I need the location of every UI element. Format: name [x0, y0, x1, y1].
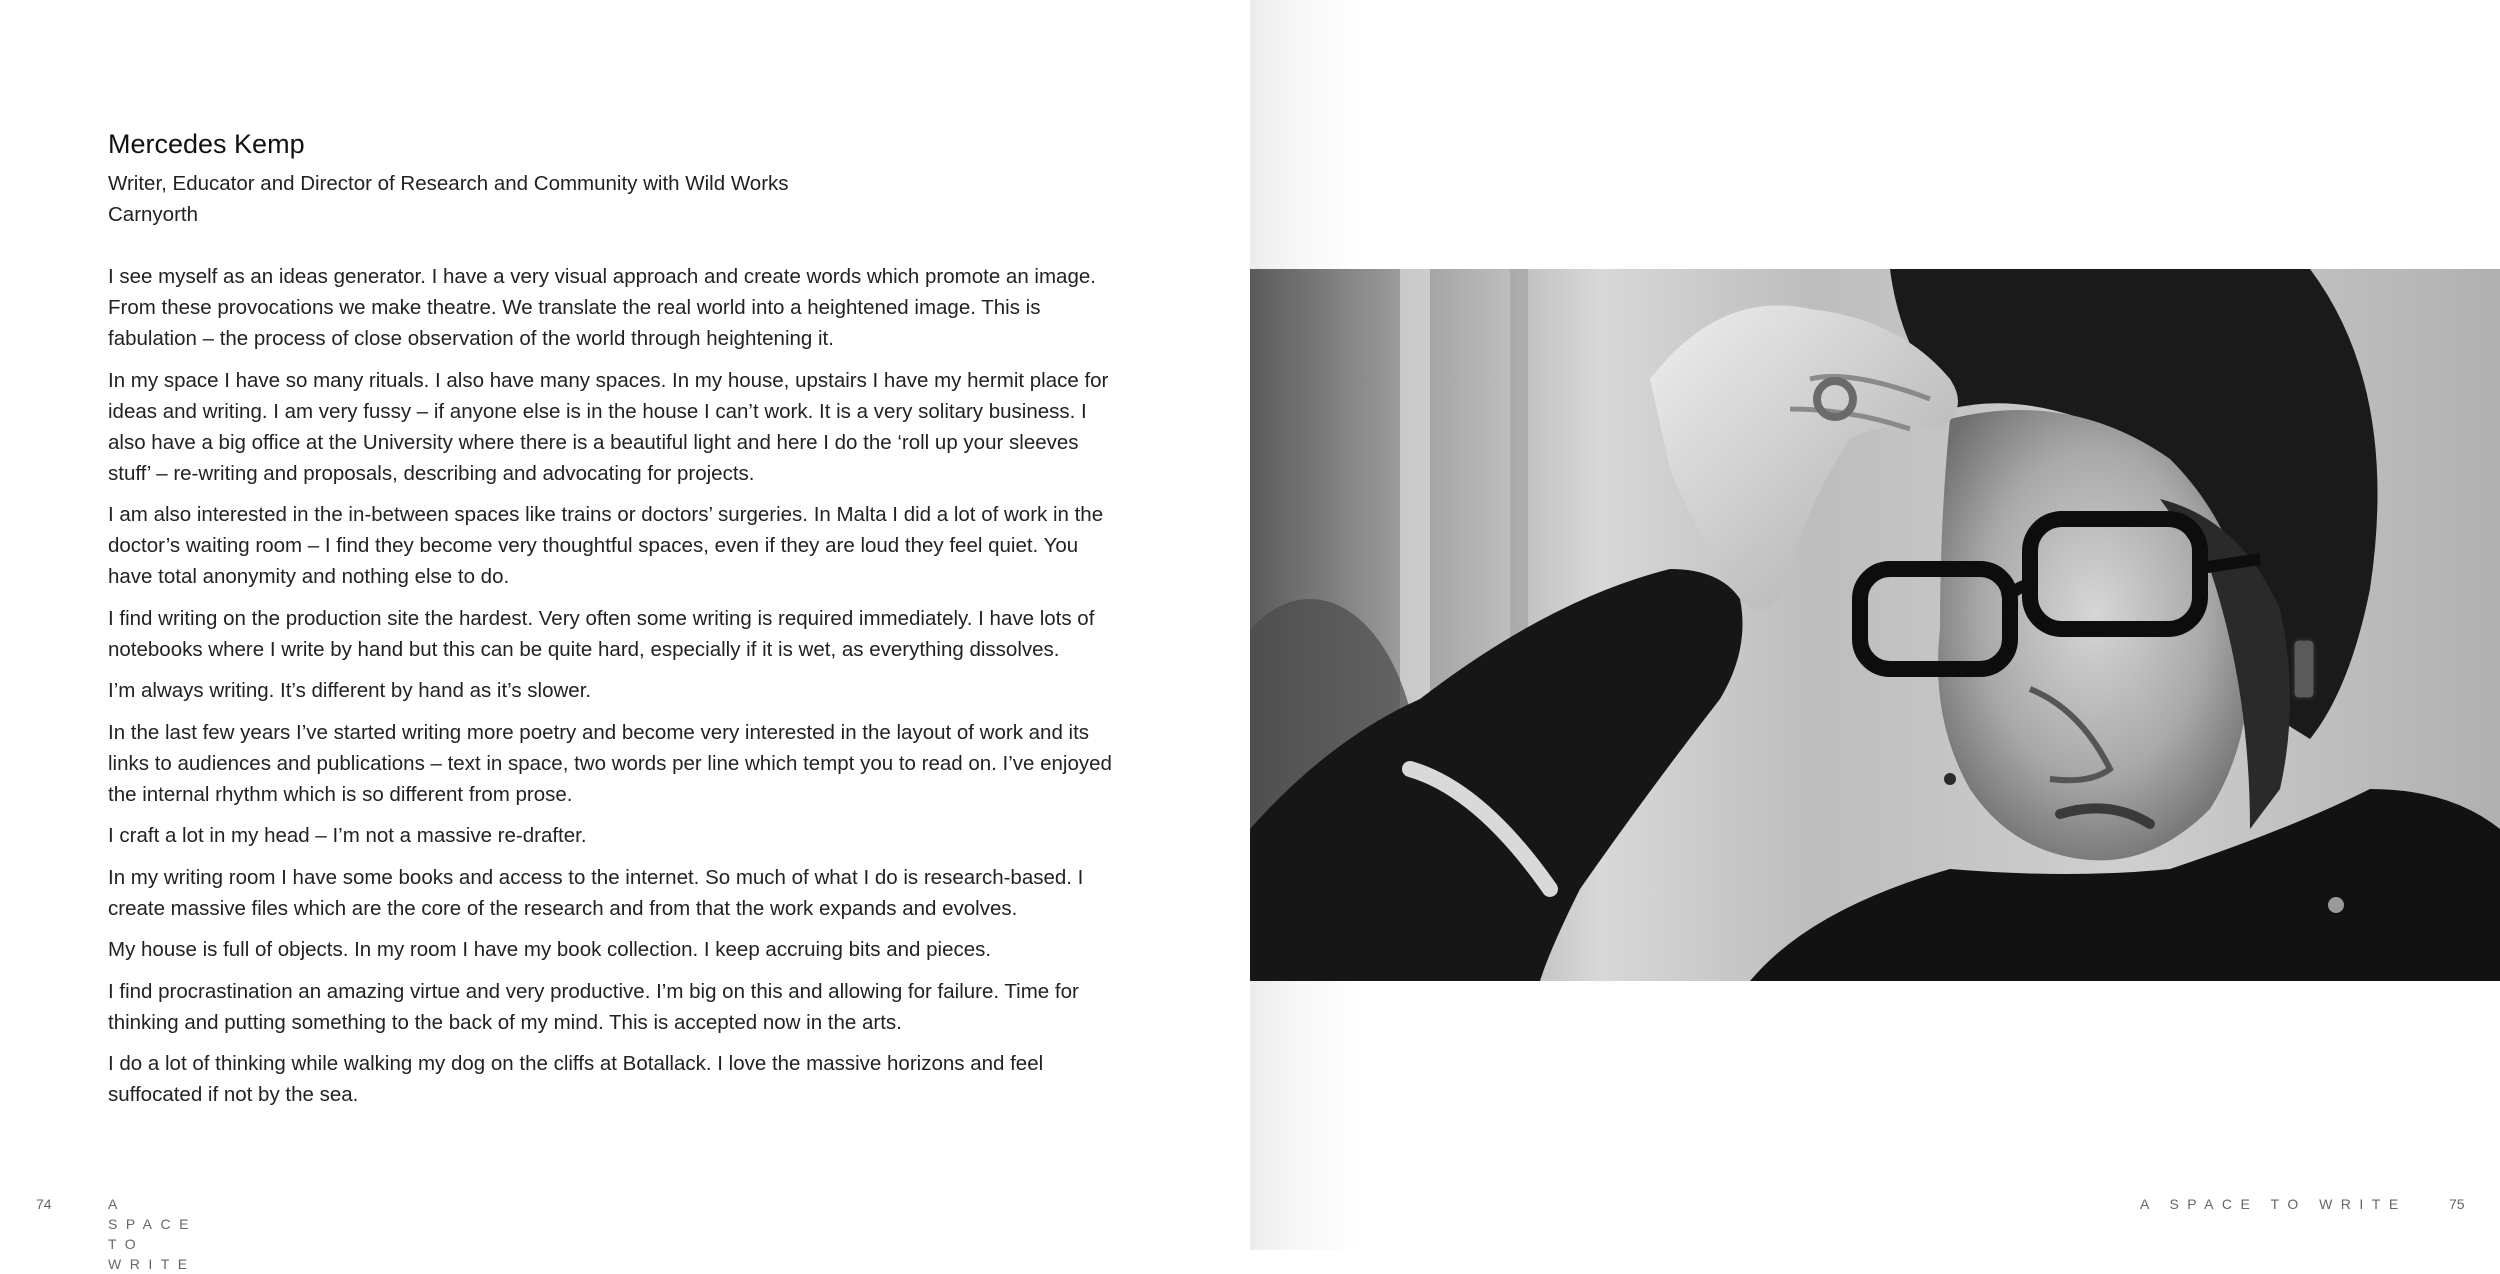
- paragraph: My house is full of objects. In my room I have my book collection. I keep accruing bits and pieces.: [108, 938, 992, 961]
- paragraph: In the last few years I’ve started writing more poetry and become very interested in the layout of work and its links to audiences and publications – text in space, two words per line which tempt you to read on. I’ve enjoyed the internal rhythm which is so different from prose.: [108, 720, 1112, 806]
- left-page: [0, 0, 1250, 1272]
- paragraph: I do a lot of thinking while walking my dog on the cliffs at Botallack. I love the massive horizons and feel suffocated if not by the sea.: [108, 1052, 1044, 1106]
- paragraph: I find writing on the production site the hardest. Very often some writing is required immediately. I have lots of notebooks where I write by hand but this can be quite hard, especially if it is wet, as everything dissolves.: [108, 606, 1095, 661]
- paragraph: I’m always writing. It’s different by hand as it’s slower.: [108, 679, 592, 702]
- portrait-photo: [1250, 269, 2500, 981]
- page-number-left: 74: [36, 1196, 52, 1212]
- interview-text: [108, 261, 1118, 1121]
- running-head-right: A SPACE TO WRITE: [2140, 1196, 2407, 1212]
- page-number-right: 75: [2449, 1196, 2465, 1212]
- author-name: Mercedes Kemp: [108, 129, 305, 159]
- portrait-photo-image: [1250, 269, 2500, 981]
- author-role: Writer, Educator and Director of Research and Community with Wild Works: [108, 172, 789, 195]
- running-head-left: A SPACE TO WRITE: [108, 1196, 197, 1272]
- paragraph: In my space I have so many rituals. I also have many spaces. In my house, upstairs I have my hermit place for ideas and writing. I am very fussy – if anyone else is in the house I can’t work. It is a very solitary business. I also have a big office at the University where there is a beautiful light and here I do the ‘roll up your sleeves stuff’ – re-writing and proposals, describing and advocating for projects.: [108, 368, 1109, 485]
- paragraph: I craft a lot in my head – I’m not a massive re-drafter.: [108, 824, 587, 847]
- paragraph: In my writing room I have some books and access to the internet. So much of what I do is research-based. I create massive files which are the core of the research and from that the work expands and evolves.: [108, 865, 1084, 920]
- paragraph: I am also interested in the in-between spaces like trains or doctors’ surgeries. In Malta I did a lot of work in the doctor’s waiting room – I find they become very thoughtful spaces, even if they are loud they feel quiet. You have total anonymity and nothing else to do.: [108, 503, 1104, 588]
- author-location: Carnyorth: [108, 203, 199, 226]
- paragraph: I see myself as an ideas generator. I have a very visual approach and create words which promote an image. From these provocations we make theatre. We translate the real world into a heightened image. This is fabulation – the process of close observation of the world through heightening it.: [108, 265, 1096, 350]
- paragraph: I find procrastination an amazing virtue and very productive. I’m big on this and allowing for failure. Time for thinking and putting something to the back of my mind. This is accepted now in the arts.: [108, 979, 1079, 1034]
